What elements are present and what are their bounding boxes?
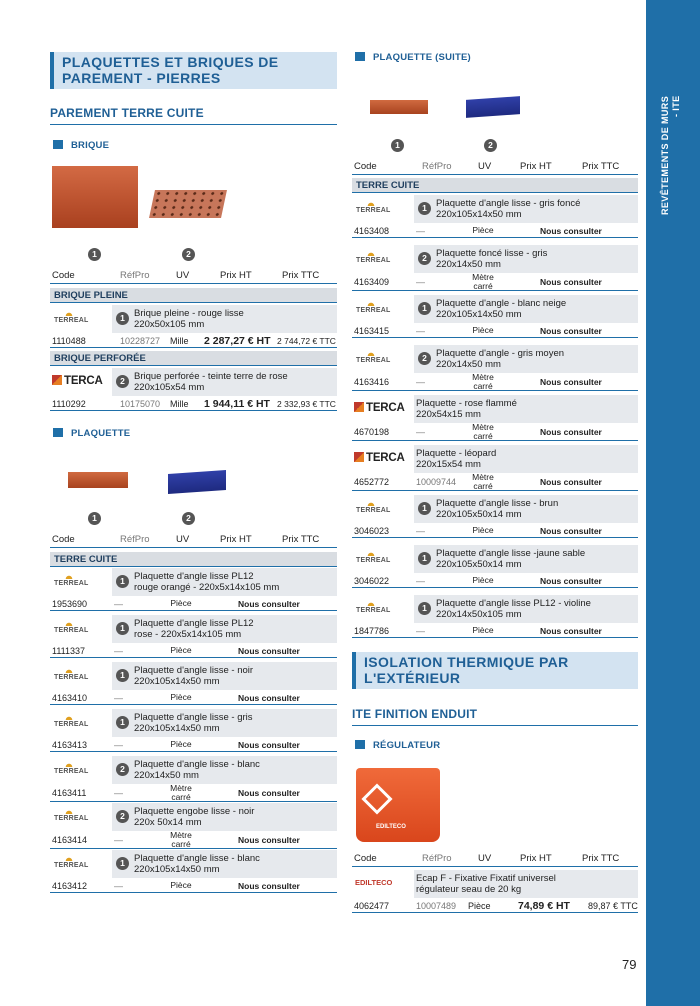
band-brique-perforee: BRIQUE PERFORÉE: [50, 351, 337, 366]
code-row: [352, 524, 638, 538]
product-desc: [134, 806, 254, 828]
code-row: [50, 738, 337, 752]
band-brique-pleine: BRIQUE PLEINE: [50, 288, 337, 303]
desc-line1: Plaquette d'angle lisse - gris foncé: [436, 198, 581, 209]
terreal-logo: [352, 545, 414, 573]
desc-line1: Ecap F - Fixative Fixatif universel: [416, 873, 556, 884]
logo-text: TERREAL: [356, 507, 391, 514]
logo-text: TERREAL: [356, 207, 391, 214]
code: 4670198: [354, 427, 390, 437]
logo-text: TERREAL: [54, 317, 89, 324]
header-uv: UV: [478, 161, 492, 172]
terreal-logo: [50, 568, 112, 596]
code: 4163415: [354, 325, 390, 336]
prix: Nous consulter: [540, 225, 602, 236]
header-code: Code: [52, 270, 75, 281]
desc-line1: Plaquette - rose flammé: [416, 398, 517, 409]
uv: Pièce: [170, 645, 192, 655]
code-row: [352, 899, 638, 913]
refpro: —: [416, 525, 425, 536]
badge: 1: [418, 502, 431, 515]
product-row: [50, 662, 337, 690]
prix: Nous consulter: [238, 598, 300, 609]
terreal-logo: [352, 195, 414, 223]
desc-line1: Plaquette d'angle lisse - brun: [436, 498, 559, 509]
code: 1110292: [52, 398, 86, 409]
code: 4163410: [52, 692, 88, 703]
code-row: [352, 474, 638, 491]
logo-text: TERREAL: [54, 721, 89, 728]
terreal-logo: [50, 709, 112, 737]
header-refpro: RéfPro: [120, 270, 150, 281]
header-prix-ht: Prix HT: [520, 161, 552, 172]
header-prix-ttc: Prix TTC: [582, 161, 620, 172]
prix-ht: 2 287,27 € HT: [204, 334, 271, 347]
desc-line1: Brique pleine - rouge lisse: [134, 308, 244, 319]
sidebar: [646, 0, 700, 1006]
code-row: [352, 224, 638, 238]
product-desc: [134, 308, 244, 330]
prix: Nous consulter: [238, 835, 300, 845]
refpro: —: [416, 325, 425, 336]
terreal-logo: [352, 295, 414, 323]
main-title: [50, 52, 337, 89]
header-refpro: RéfPro: [422, 161, 452, 172]
terca-logo: [352, 395, 414, 423]
product-desc: [436, 198, 580, 220]
terreal-logo: [50, 305, 112, 333]
code: 1847786: [354, 625, 390, 636]
product-row: [352, 545, 638, 573]
ite-title-line1: ISOLATION THERMIQUE PAR: [364, 654, 569, 670]
badge: 1: [116, 669, 129, 682]
badge: 1: [418, 552, 431, 565]
desc-line1: Plaquette d'angle - blanc neige: [436, 298, 567, 309]
badge: 2: [116, 810, 129, 823]
product-row: [50, 305, 337, 333]
desc-line2: 220x105x14x50 mm: [134, 864, 220, 875]
badge: 1: [116, 312, 129, 325]
product-desc: [436, 248, 547, 270]
product-row: [352, 195, 638, 223]
badge-1: 1: [391, 139, 404, 152]
header-prix-ttc: Prix TTC: [282, 270, 320, 281]
prix: Nous consulter: [540, 277, 602, 287]
code: 3046023: [354, 525, 390, 536]
code-row: [50, 785, 337, 802]
badge: 2: [116, 375, 129, 388]
code-row: [50, 691, 337, 705]
product-row: [50, 850, 337, 878]
product-row: [50, 756, 337, 784]
table-header: [50, 270, 337, 284]
edilteco-logo: [352, 870, 414, 898]
badge-2: 2: [182, 512, 195, 525]
logo-text: TERREAL: [54, 580, 89, 587]
refpro: —: [114, 739, 123, 750]
product-row: [50, 803, 337, 831]
terreal-logo: [50, 662, 112, 690]
logo-text: TERREAL: [54, 815, 89, 822]
ite-title: [352, 652, 638, 689]
table-header: [352, 853, 638, 867]
refpro: 10009744: [416, 477, 457, 487]
desc-line1: Plaquette d'angle lisse - noir: [134, 665, 254, 676]
logo-text: TERREAL: [54, 862, 89, 869]
subsection-plaquette: PLAQUETTE: [53, 428, 130, 439]
product-row: [50, 568, 337, 596]
code-row: [50, 644, 337, 658]
uv: Pièce: [170, 739, 192, 749]
page-number: 79: [622, 957, 637, 972]
uv: Mètre carré: [472, 472, 494, 491]
header-prix-ht: Prix HT: [220, 270, 252, 281]
badge-1: 1: [88, 512, 101, 525]
bucket-logo-icon: [361, 783, 392, 814]
product-row: [352, 870, 638, 898]
desc-line2: 220x105x14x50 mm: [436, 209, 522, 220]
code-row: [352, 324, 638, 338]
refpro: —: [416, 377, 425, 387]
header-uv: UV: [176, 270, 190, 281]
refpro: —: [416, 575, 425, 586]
terreal-logo: [352, 245, 414, 273]
header-uv: UV: [478, 853, 492, 864]
prix: Nous consulter: [238, 692, 300, 703]
desc-line2: 220x14x50x105 mm: [436, 609, 522, 620]
prix: Nous consulter: [238, 880, 300, 891]
desc-line1: Plaquette d'angle lisse -jaune sable: [436, 548, 586, 559]
desc-line2: rouge orangé - 220x5x14x105 mm: [134, 582, 280, 593]
logo-text: TERREAL: [54, 674, 89, 681]
uv: Mètre carré: [472, 272, 494, 291]
badge: 1: [116, 622, 129, 635]
refpro: 10175070: [120, 398, 161, 409]
product-row: [352, 295, 638, 323]
header-code: Code: [52, 534, 75, 545]
code: 4163413: [52, 739, 88, 750]
product-row: [50, 615, 337, 643]
band-terre-cuite: TERRE CUITE: [352, 178, 638, 193]
product-desc: [416, 398, 517, 420]
uv: Mètre carré: [472, 422, 494, 441]
product-desc: [436, 548, 585, 570]
desc-line1: Plaquette d'angle - gris moyen: [436, 348, 565, 359]
desc-line2: 220x105x50x14 mm: [436, 509, 522, 520]
badge: 1: [418, 602, 431, 615]
header-refpro: RéfPro: [422, 853, 452, 864]
uv: Pièce: [472, 525, 494, 535]
product-row: [352, 245, 638, 273]
desc-line2: 220x105x14x50 mm: [436, 309, 522, 320]
product-desc: [436, 598, 591, 620]
code: 3046022: [354, 575, 390, 586]
subsection-regulateur: RÉGULATEUR: [355, 740, 440, 751]
desc-line2: 220x105x54 mm: [134, 382, 205, 393]
product-desc: [436, 348, 564, 370]
logo-text: TERREAL: [356, 357, 391, 364]
prix: Nous consulter: [238, 739, 300, 750]
desc-line1: Plaquette d'angle lisse PL12 - violine: [436, 598, 591, 609]
badge: 1: [116, 857, 129, 870]
desc-line2: régulateur seau de 20 kg: [416, 884, 522, 895]
brique-perforee-image: [149, 190, 227, 218]
product-desc: [436, 298, 566, 320]
code: 4163412: [52, 880, 88, 891]
product-row: [352, 495, 638, 523]
prix-ht: 74,89 € HT: [518, 899, 570, 912]
product-desc: [416, 448, 496, 470]
sidebar-label: REVÊTEMENTS DE MURS - ITE: [660, 96, 681, 216]
logo-text: TERREAL: [54, 627, 89, 634]
product-desc: [134, 759, 260, 781]
plaquette-image-1: [68, 472, 128, 488]
badge-2: 2: [484, 139, 497, 152]
header-uv: UV: [176, 534, 190, 545]
header-prix-ttc: Prix TTC: [582, 853, 620, 864]
terreal-logo: [352, 495, 414, 523]
badge: 2: [116, 763, 129, 776]
uv: Pièce: [472, 325, 494, 335]
desc-line1: Plaquette d'angle lisse - blanc: [134, 853, 260, 864]
refpro: 10228727: [120, 335, 161, 346]
code: 4652772: [354, 477, 390, 487]
code-row: [50, 597, 337, 611]
desc-line1: Plaquette d'angle lisse PL12: [134, 571, 254, 582]
terreal-logo: [50, 803, 112, 831]
desc-line2: 220x14x50 mm: [436, 259, 501, 270]
code-row: [50, 334, 337, 348]
brique-pleine-image: [52, 166, 138, 228]
main-title-line2: PAREMENT - PIERRES: [62, 70, 221, 86]
desc-line1: Plaquette d'angle lisse - gris: [134, 712, 253, 723]
code: 4163414: [52, 835, 88, 845]
terca-logo: [50, 368, 112, 396]
terreal-logo: [352, 345, 414, 373]
prix: Nous consulter: [540, 427, 602, 437]
code: 1111337: [52, 645, 86, 656]
code-row: [352, 624, 638, 638]
prix: Nous consulter: [540, 525, 602, 536]
desc-line2: 220x14x50 mm: [134, 770, 199, 781]
product-desc: [416, 873, 556, 895]
uv: Pièce: [170, 692, 192, 702]
desc-line2: 220x50x105 mm: [134, 319, 205, 330]
prix: Nous consulter: [238, 788, 300, 798]
desc-line1: Plaquette d'angle lisse - blanc: [134, 759, 260, 770]
code: 1953690: [52, 598, 88, 609]
product-desc: [134, 571, 279, 593]
code: 4163408: [354, 225, 390, 236]
prix: Nous consulter: [540, 377, 602, 387]
product-row: [50, 709, 337, 737]
product-row: [352, 445, 638, 473]
uv: Mètre carré: [472, 372, 494, 391]
code-row: [352, 374, 638, 391]
header-prix-ht: Prix HT: [220, 534, 252, 545]
prix: Nous consulter: [238, 645, 300, 656]
product-desc: [134, 853, 260, 875]
subsection-brique: BRIQUE: [53, 140, 109, 151]
refpro: —: [114, 880, 123, 891]
product-desc: [134, 618, 254, 640]
uv: Mille: [170, 335, 189, 346]
badge-1: 1: [88, 248, 101, 261]
header-prix-ttc: Prix TTC: [282, 534, 320, 545]
code-row: [50, 832, 337, 849]
refpro: 10007489: [416, 900, 457, 911]
prix: Nous consulter: [540, 625, 602, 636]
badge: 2: [418, 352, 431, 365]
section-title: PAREMENT TERRE CUITE: [50, 106, 337, 125]
header-prix-ht: Prix HT: [520, 853, 552, 864]
logo-text: TERREAL: [356, 557, 391, 564]
terreal-logo: [50, 615, 112, 643]
refpro: —: [114, 598, 123, 609]
prix: Nous consulter: [540, 325, 602, 336]
desc-line2: 220x105x14x50 mm: [134, 723, 220, 734]
prix-ttc: 89,87 € TTC: [588, 900, 638, 911]
product-desc: [436, 498, 558, 520]
desc-line2: 220x54x15 mm: [416, 409, 481, 420]
uv: Pièce: [472, 575, 494, 585]
ite-title-line2: L'EXTÉRIEUR: [364, 670, 461, 686]
prix-ht: 1 944,11 € HT: [204, 397, 270, 410]
prix: Nous consulter: [540, 575, 602, 586]
uv: Pièce: [472, 225, 494, 235]
bucket-image: [356, 768, 440, 842]
code-row: [50, 879, 337, 893]
product-desc: [134, 712, 253, 734]
code: 4163416: [354, 377, 390, 387]
desc-line2: 220x105x14x50 mm: [134, 676, 220, 687]
product-row: [352, 395, 638, 423]
product-desc: [134, 371, 288, 393]
desc-line2: rose - 220x5x14x105 mm: [134, 629, 242, 640]
refpro: —: [114, 645, 123, 656]
terreal-logo: [50, 850, 112, 878]
header-refpro: RéfPro: [120, 534, 150, 545]
refpro: —: [114, 692, 123, 703]
uv: Pièce: [472, 625, 494, 635]
refpro: —: [114, 835, 123, 845]
badge-2: 2: [182, 248, 195, 261]
logo-text: TERREAL: [54, 768, 89, 775]
desc-line2: 220x14x50 mm: [436, 359, 501, 370]
product-row: [352, 345, 638, 373]
desc-line1: Plaquette engobe lisse - noir: [134, 806, 255, 817]
refpro: —: [416, 625, 425, 636]
prix-ttc: 2 744,72 € TTC: [277, 335, 336, 346]
logo-text: TERREAL: [356, 257, 391, 264]
header-code: Code: [354, 161, 377, 172]
desc-line2: 220x15x54 mm: [416, 459, 481, 470]
ite-section-title: ITE FINITION ENDUIT: [352, 707, 638, 726]
code-row: [352, 274, 638, 291]
subsection-plaquette-suite: PLAQUETTE (SUITE): [355, 52, 471, 63]
badge: 1: [116, 716, 129, 729]
logo-text: TERCA: [354, 402, 405, 414]
logo-text: TERCA: [52, 375, 103, 387]
uv: Mètre carré: [170, 783, 192, 802]
plaquette-image-2: [466, 96, 520, 118]
logo-text: TERCA: [354, 452, 405, 464]
product-desc: [134, 665, 253, 687]
badge: 1: [116, 575, 129, 588]
desc-line1: Plaquette d'angle lisse PL12: [134, 618, 254, 629]
desc-line1: Brique perforée - teinte terre de rose: [134, 371, 288, 382]
header-code: Code: [354, 853, 377, 864]
terreal-logo: [50, 756, 112, 784]
desc-line2: 220x105x50x14 mm: [436, 559, 522, 570]
refpro: —: [416, 427, 425, 437]
badge: 1: [418, 302, 431, 315]
badge: 2: [418, 252, 431, 265]
code-row: [352, 574, 638, 588]
main-title-line1: PLAQUETTES ET BRIQUES DE: [62, 54, 279, 70]
uv: Mètre carré: [170, 830, 192, 849]
uv: Pièce: [468, 900, 491, 911]
plaquette-image-2: [168, 470, 226, 494]
logo-text: TERREAL: [356, 607, 391, 614]
prix-ttc: 2 332,93 € TTC: [277, 398, 336, 409]
band-terre-cuite: TERRE CUITE: [50, 552, 337, 567]
terca-logo: [352, 445, 414, 473]
uv: Mille: [170, 398, 189, 409]
product-row: [50, 368, 337, 396]
product-row: [352, 595, 638, 623]
refpro: —: [114, 788, 123, 798]
table-header: [50, 534, 337, 548]
uv: Pièce: [170, 880, 192, 890]
plaquette-image-1: [370, 100, 428, 114]
table-header: [352, 161, 638, 175]
terreal-logo: [352, 595, 414, 623]
uv: Pièce: [170, 598, 192, 608]
code-row: [50, 397, 337, 411]
logo-text: EDILTECO: [355, 878, 393, 887]
code: 4163409: [354, 277, 390, 287]
desc-line2: 220x 50x14 mm: [134, 817, 202, 828]
logo-text: TERREAL: [356, 307, 391, 314]
refpro: —: [416, 225, 425, 236]
prix: Nous consulter: [540, 477, 602, 487]
desc-line1: Plaquette foncé lisse - gris: [436, 248, 548, 259]
refpro: —: [416, 277, 425, 287]
code: 1110488: [52, 335, 86, 346]
badge: 1: [418, 202, 431, 215]
bucket-brand: EDILTECO: [376, 824, 406, 830]
code-row: [352, 424, 638, 441]
desc-line1: Plaquette - léopard: [416, 448, 497, 459]
code: 4163411: [52, 788, 87, 798]
code: 4062477: [354, 900, 390, 911]
